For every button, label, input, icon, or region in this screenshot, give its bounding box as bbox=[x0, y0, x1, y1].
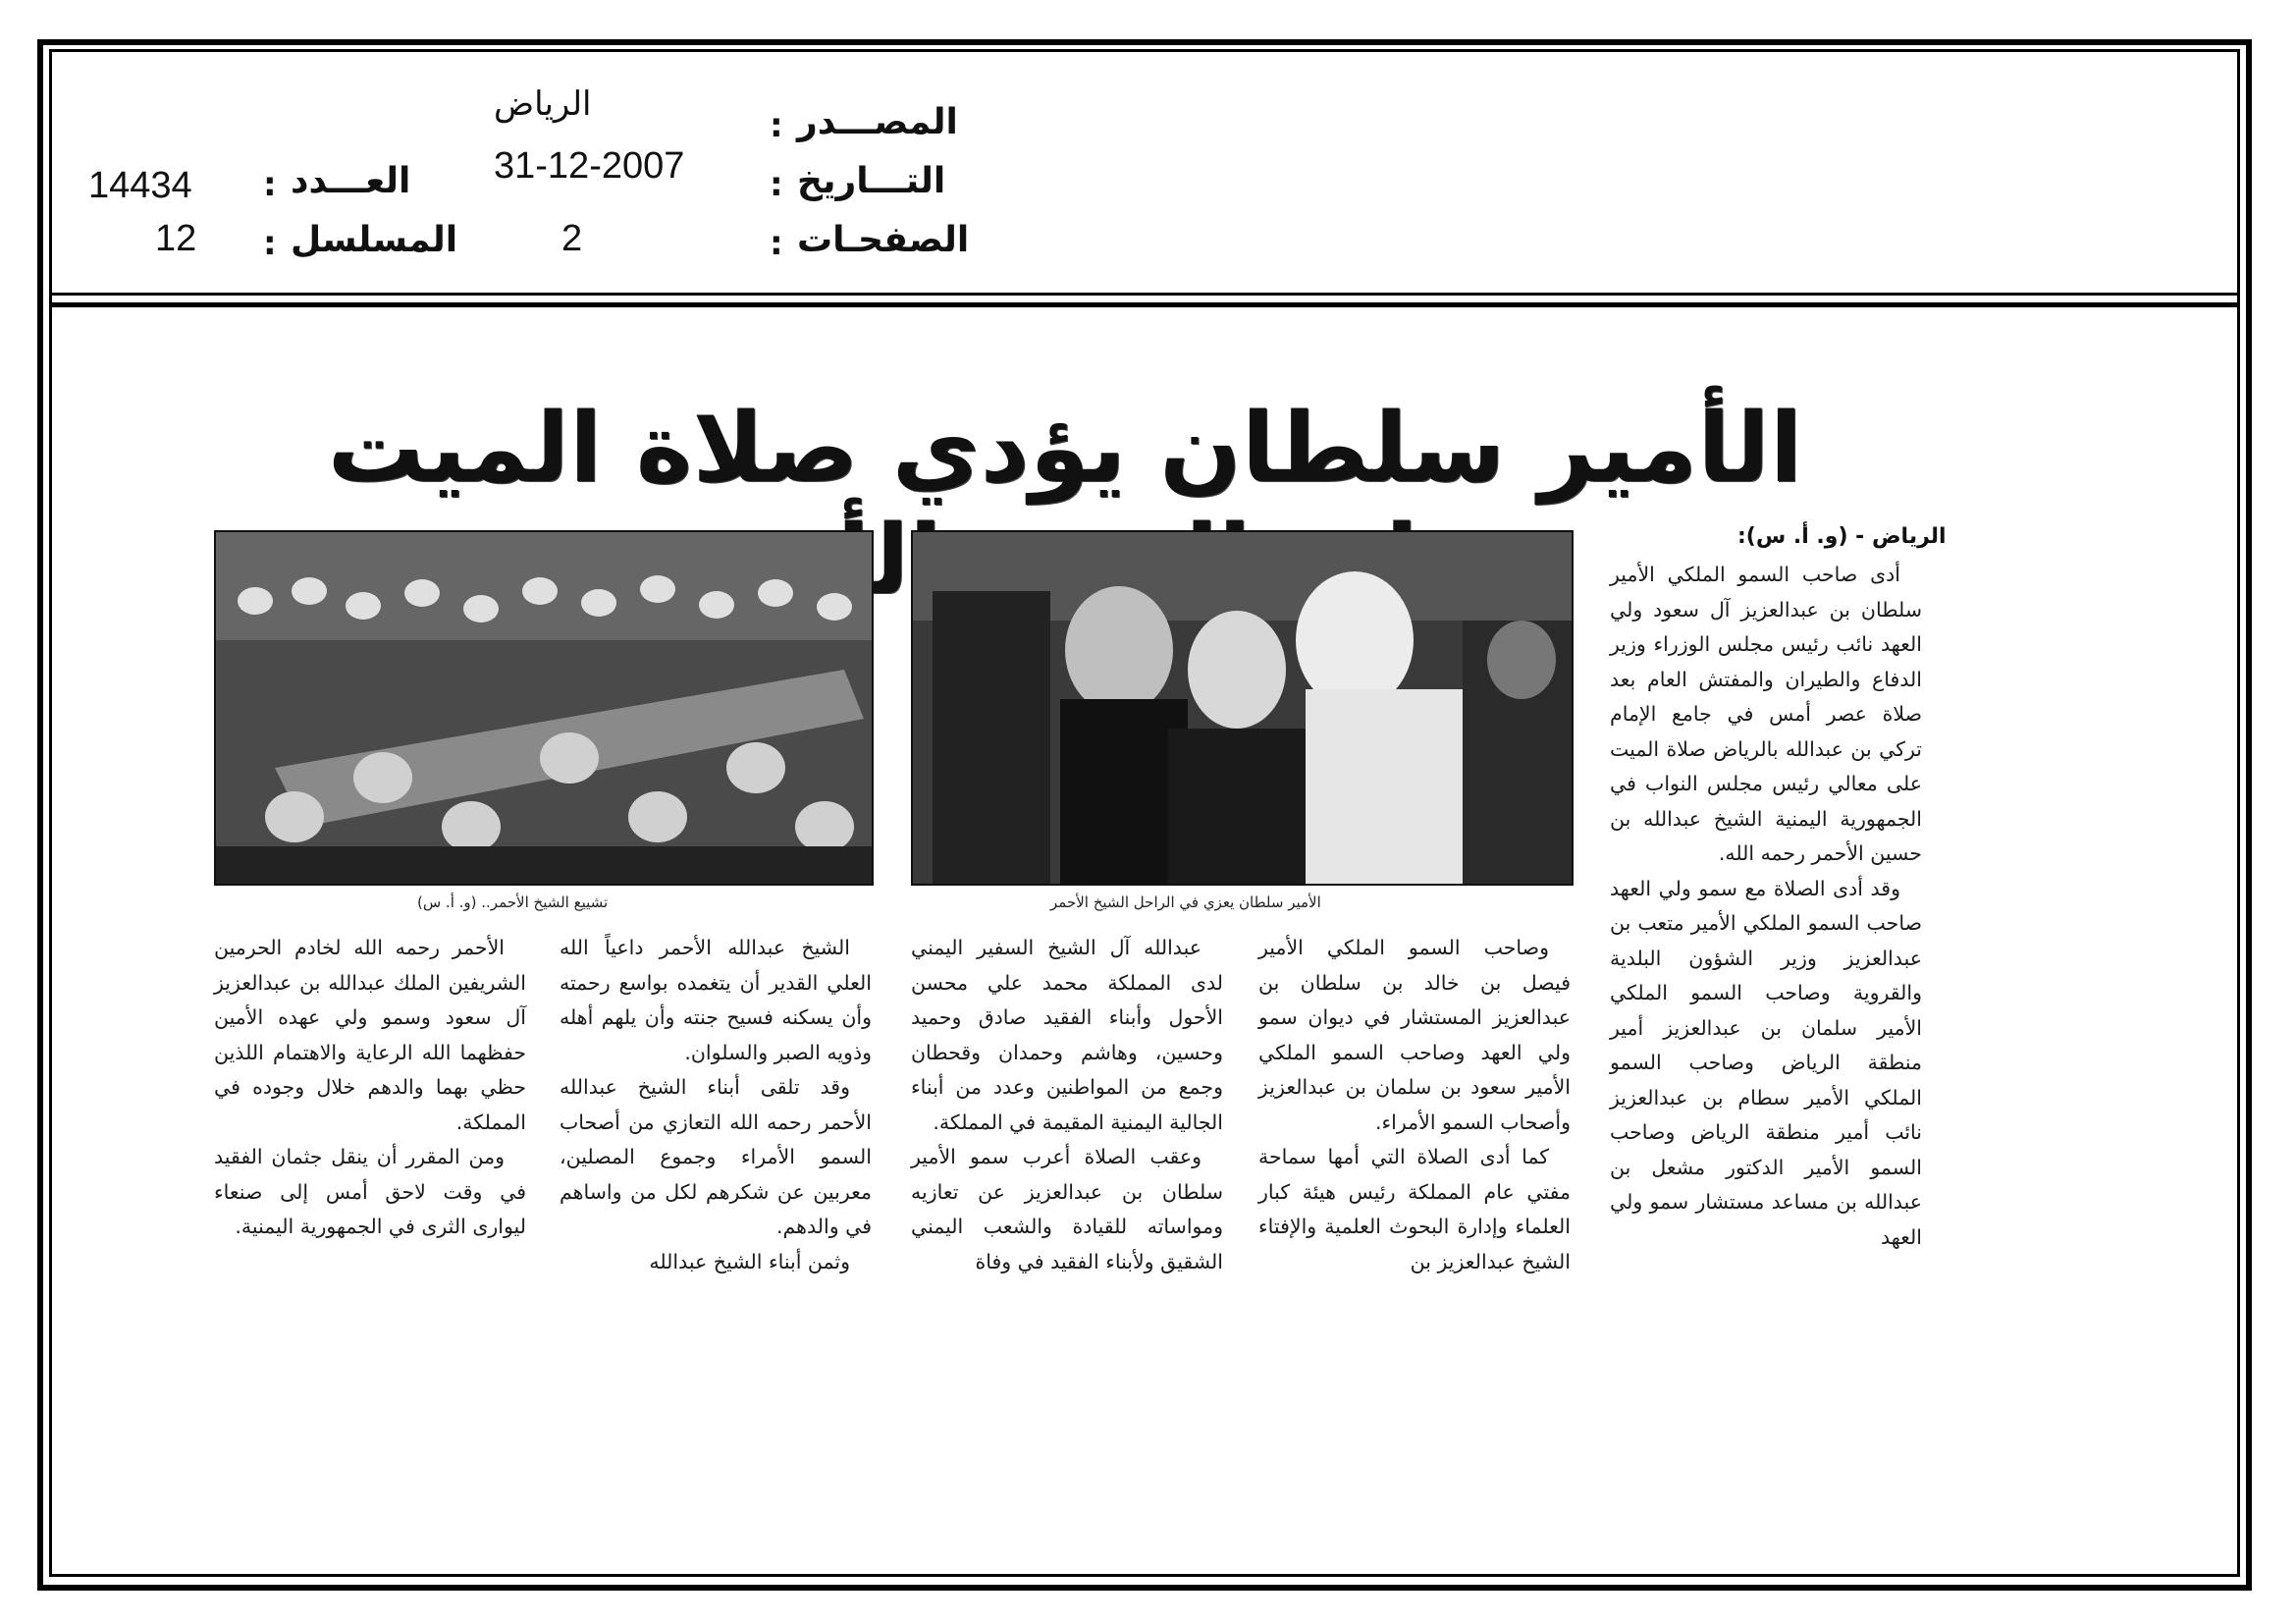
photo-funeral-caption: تشييع الشيخ الأحمر.. (و. أ. س) bbox=[417, 893, 609, 911]
source-value: الرياض bbox=[494, 85, 592, 123]
article-column-4 bbox=[560, 931, 872, 1279]
date-label: التـــاريخ bbox=[797, 161, 946, 201]
column-5-paragraph-1: الأحمر رحمه الله لخادم الحرمين الشريفين الملك عبدالله بن عبدالعزيز آل سعود وسمو ولي عهده الأمين حفظهما الله الرعاية والاهتمام اللذين حظي بهما والدهم خلال وجوده في المملكة. bbox=[214, 936, 526, 1134]
article-dateline: الرياض - (و. أ. س): bbox=[1737, 524, 1947, 549]
article-column-3 bbox=[911, 931, 1223, 1279]
pages-value: 2 bbox=[561, 218, 583, 259]
photo-funeral-image bbox=[216, 532, 872, 884]
source-colon: : bbox=[770, 106, 783, 145]
column-4-paragraph-3: وثمن أبناء الشيخ عبدالله bbox=[649, 1249, 850, 1273]
photo-condolence-image bbox=[913, 532, 1572, 884]
issue-value: 14434 bbox=[88, 165, 192, 206]
column-3-paragraph-2: وعقب الصلاة أعرب سمو الأمير سلطان بن عبدالعزيز عن تعازيه ومواساته للقيادة والشعب اليمني الشقيق ولأبناء الفقيد في وفاة bbox=[911, 1145, 1223, 1273]
photo-condolence-caption: الأمير سلطان يعزي في الراحل الشيخ الأحمر bbox=[1050, 893, 1321, 911]
serial-value: 12 bbox=[155, 218, 197, 259]
serial-colon: : bbox=[263, 224, 277, 263]
issue-label: العـــدد bbox=[291, 161, 411, 201]
column-3-paragraph-1: عبدالله آل الشيخ السفير اليمني لدى المملكة محمد علي محسن الأحول وأبناء الفقيد صادق وحميد وحسين، وهاشم وحمدان وقحطان وجمع من المواطنين وعدد من أبناء الجالية اليمنية المقيمة في المملكة. bbox=[911, 936, 1223, 1134]
source-label: المصـــدر bbox=[797, 102, 958, 142]
column-1-paragraph-2: وقد أدى الصلاة مع سمو ولي العهد صاحب السمو الملكي الأمير متعب بن عبدالعزيز وزير الشؤون البلدية والقروية وصاحب السمو الملكي الأمير سلمان بن عبدالعزيز أمير منطقة الرياض وصاحب السمو الملكي الأمير سطام بن عبدالعزيز نائب أمير منطقة الرياض وصاحب السمو الأمير الدكتور مشعل بن عبدالله بن مساعد مستشار سمو ولي العهد bbox=[1610, 876, 1922, 1249]
pages-label: الصفحـات bbox=[797, 220, 970, 260]
photo-funeral bbox=[214, 530, 874, 886]
article-column-5 bbox=[214, 931, 526, 1245]
column-1-paragraph-1: أدى صاحب السمو الملكي الأمير سلطان بن عبدالعزيز آل سعود ولي العهد نائب رئيس مجلس الوزراء وزير الدفاع والطيران والمفتش العام بعد صلاة عصر أمس في جامع الإمام تركي بن عبدالله بالرياض صلاة الميت على معالي رئيس مجلس النواب في الجمهورية اليمنية الشيخ عبدالله بن حسين الأحمر رحمه الله. bbox=[1610, 563, 1922, 865]
date-value: 31-12-2007 bbox=[494, 145, 685, 187]
column-2-paragraph-1: وصاحب السمو الملكي الأمير فيصل بن خالد بن سلطان بن عبدالعزيز المستشار في ديوان سمو ولي العهد وصاحب السمو الملكي الأمير سعود بن سلمان بن عبدالعزيز وأصحاب السمو الأمراء. bbox=[1258, 936, 1571, 1134]
date-colon: : bbox=[770, 165, 783, 204]
article-headline: الأمير سلطان يؤدي صلاة الميت bbox=[327, 393, 1803, 505]
article-column-1 bbox=[1610, 558, 1922, 1255]
photo-condolence bbox=[911, 530, 1574, 886]
column-4-paragraph-2: وقد تلقى أبناء الشيخ عبدالله الأحمر رحمه الله التعازي من أصحاب السمو الأمراء وجموع المصلين، معربين عن شكرهم لكل من واساهم في والدهم. bbox=[560, 1075, 872, 1238]
article-column-2 bbox=[1258, 931, 1571, 1279]
header-separator-thick bbox=[49, 302, 2240, 307]
column-2-paragraph-2: كما أدى الصلاة التي أمها سماحة مفتي عام المملكة رئيس هيئة كبار العلماء وإدارة البحوث العلمية والإفتاء الشيخ عبدالعزيز بن bbox=[1258, 1145, 1571, 1273]
issue-colon: : bbox=[263, 165, 277, 204]
header-separator bbox=[49, 293, 2240, 296]
column-5-paragraph-2: ومن المقرر أن ينقل جثمان الفقيد في وقت لاحق أمس إلى صنعاء ليوارى الثرى في الجمهورية اليمنية. bbox=[214, 1145, 526, 1238]
pages-colon: : bbox=[770, 224, 783, 263]
serial-label: المسلسل bbox=[291, 220, 458, 260]
column-4-paragraph-1: الشيخ عبدالله الأحمر داعياً الله العلي القدير أن يتغمده بواسع رحمته وأن يسكنه فسيح جنته وأن يلهم أهله وذويه الصبر والسلوان. bbox=[560, 936, 872, 1064]
